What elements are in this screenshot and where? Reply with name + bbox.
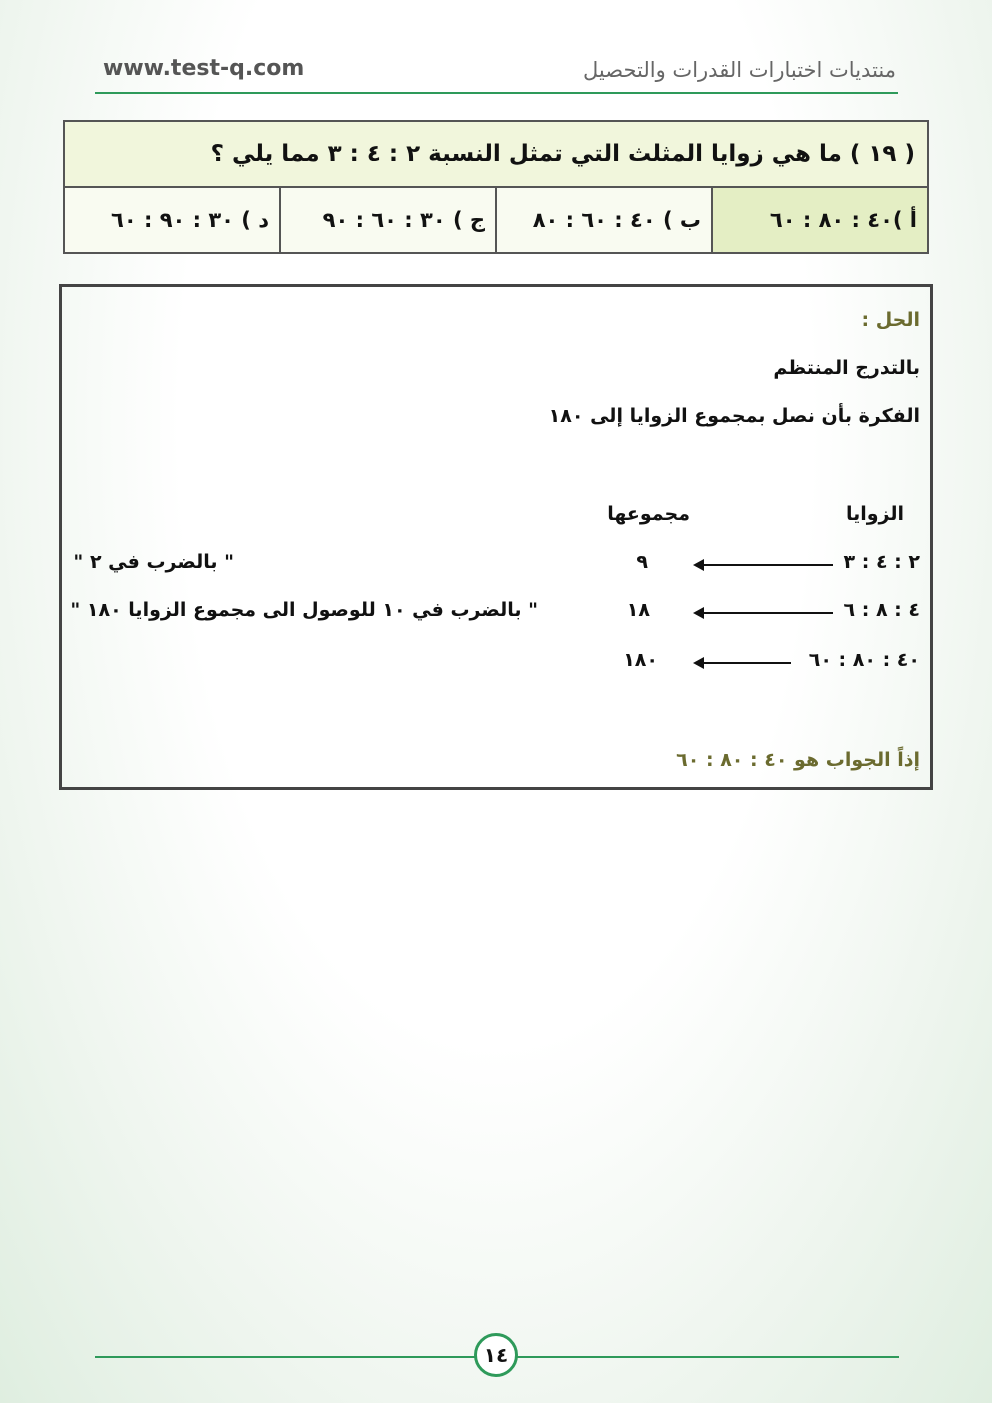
question-text: ( ١٩ ) ما هي زوايا المثلث التي تمثل النسبة ٢ : ٤ : ٣ مما يلي ؟: [65, 122, 927, 188]
option-d[interactable]: د ) ٣٠ : ٩٠ : ٦٠: [65, 188, 279, 252]
row-1-sum: ٩: [636, 551, 648, 573]
solution-label: الحل :: [861, 309, 920, 331]
row-2-arrow: [703, 612, 833, 614]
row-3-sum: ١٨٠: [623, 649, 658, 671]
solution-answer: إذاً الجواب هو ٤٠ : ٨٠ : ٦٠: [676, 749, 920, 771]
solution-method: بالتدرج المنتظم: [773, 357, 920, 379]
row-2-angles: ٤ : ٨ : ٦: [843, 599, 920, 621]
row-3-angles: ٤٠ : ٨٠ : ٦٠: [808, 649, 920, 671]
option-b[interactable]: ب ) ٤٠ : ٦٠ : ٨٠: [495, 188, 711, 252]
forum-title: منتديات اختبارات القدرات والتحصيل: [583, 58, 896, 82]
row-1-arrow: [703, 564, 833, 566]
column-sum: مجموعها: [607, 503, 690, 525]
row-2-note: " بالضرب في ١٠ للوصول الى مجموع الزوايا ١٨٠ ": [70, 599, 538, 621]
page-number: ١٤: [474, 1333, 518, 1377]
option-c[interactable]: ج ) ٣٠ : ٦٠ : ٩٠: [279, 188, 495, 252]
column-angles: الزوايا: [845, 503, 904, 525]
header-divider: [95, 92, 898, 94]
row-2-sum: ١٨: [626, 599, 650, 621]
row-3-arrow: [703, 662, 791, 664]
question-table: [63, 120, 929, 254]
site-url: www.test-q.com: [103, 56, 305, 81]
footer-divider-right: [517, 1356, 899, 1358]
row-1-angles: ٢ : ٤ : ٣: [843, 551, 920, 573]
option-a[interactable]: أ )٤٠ : ٨٠ : ٦٠: [711, 188, 927, 252]
solution-idea: الفكرة بأن نصل بمجموع الزوايا إلى ١٨٠: [548, 405, 920, 427]
row-1-note: " بالضرب في ٢ ": [73, 551, 234, 573]
solution-box: [59, 284, 933, 790]
footer-divider-left: [95, 1356, 475, 1358]
